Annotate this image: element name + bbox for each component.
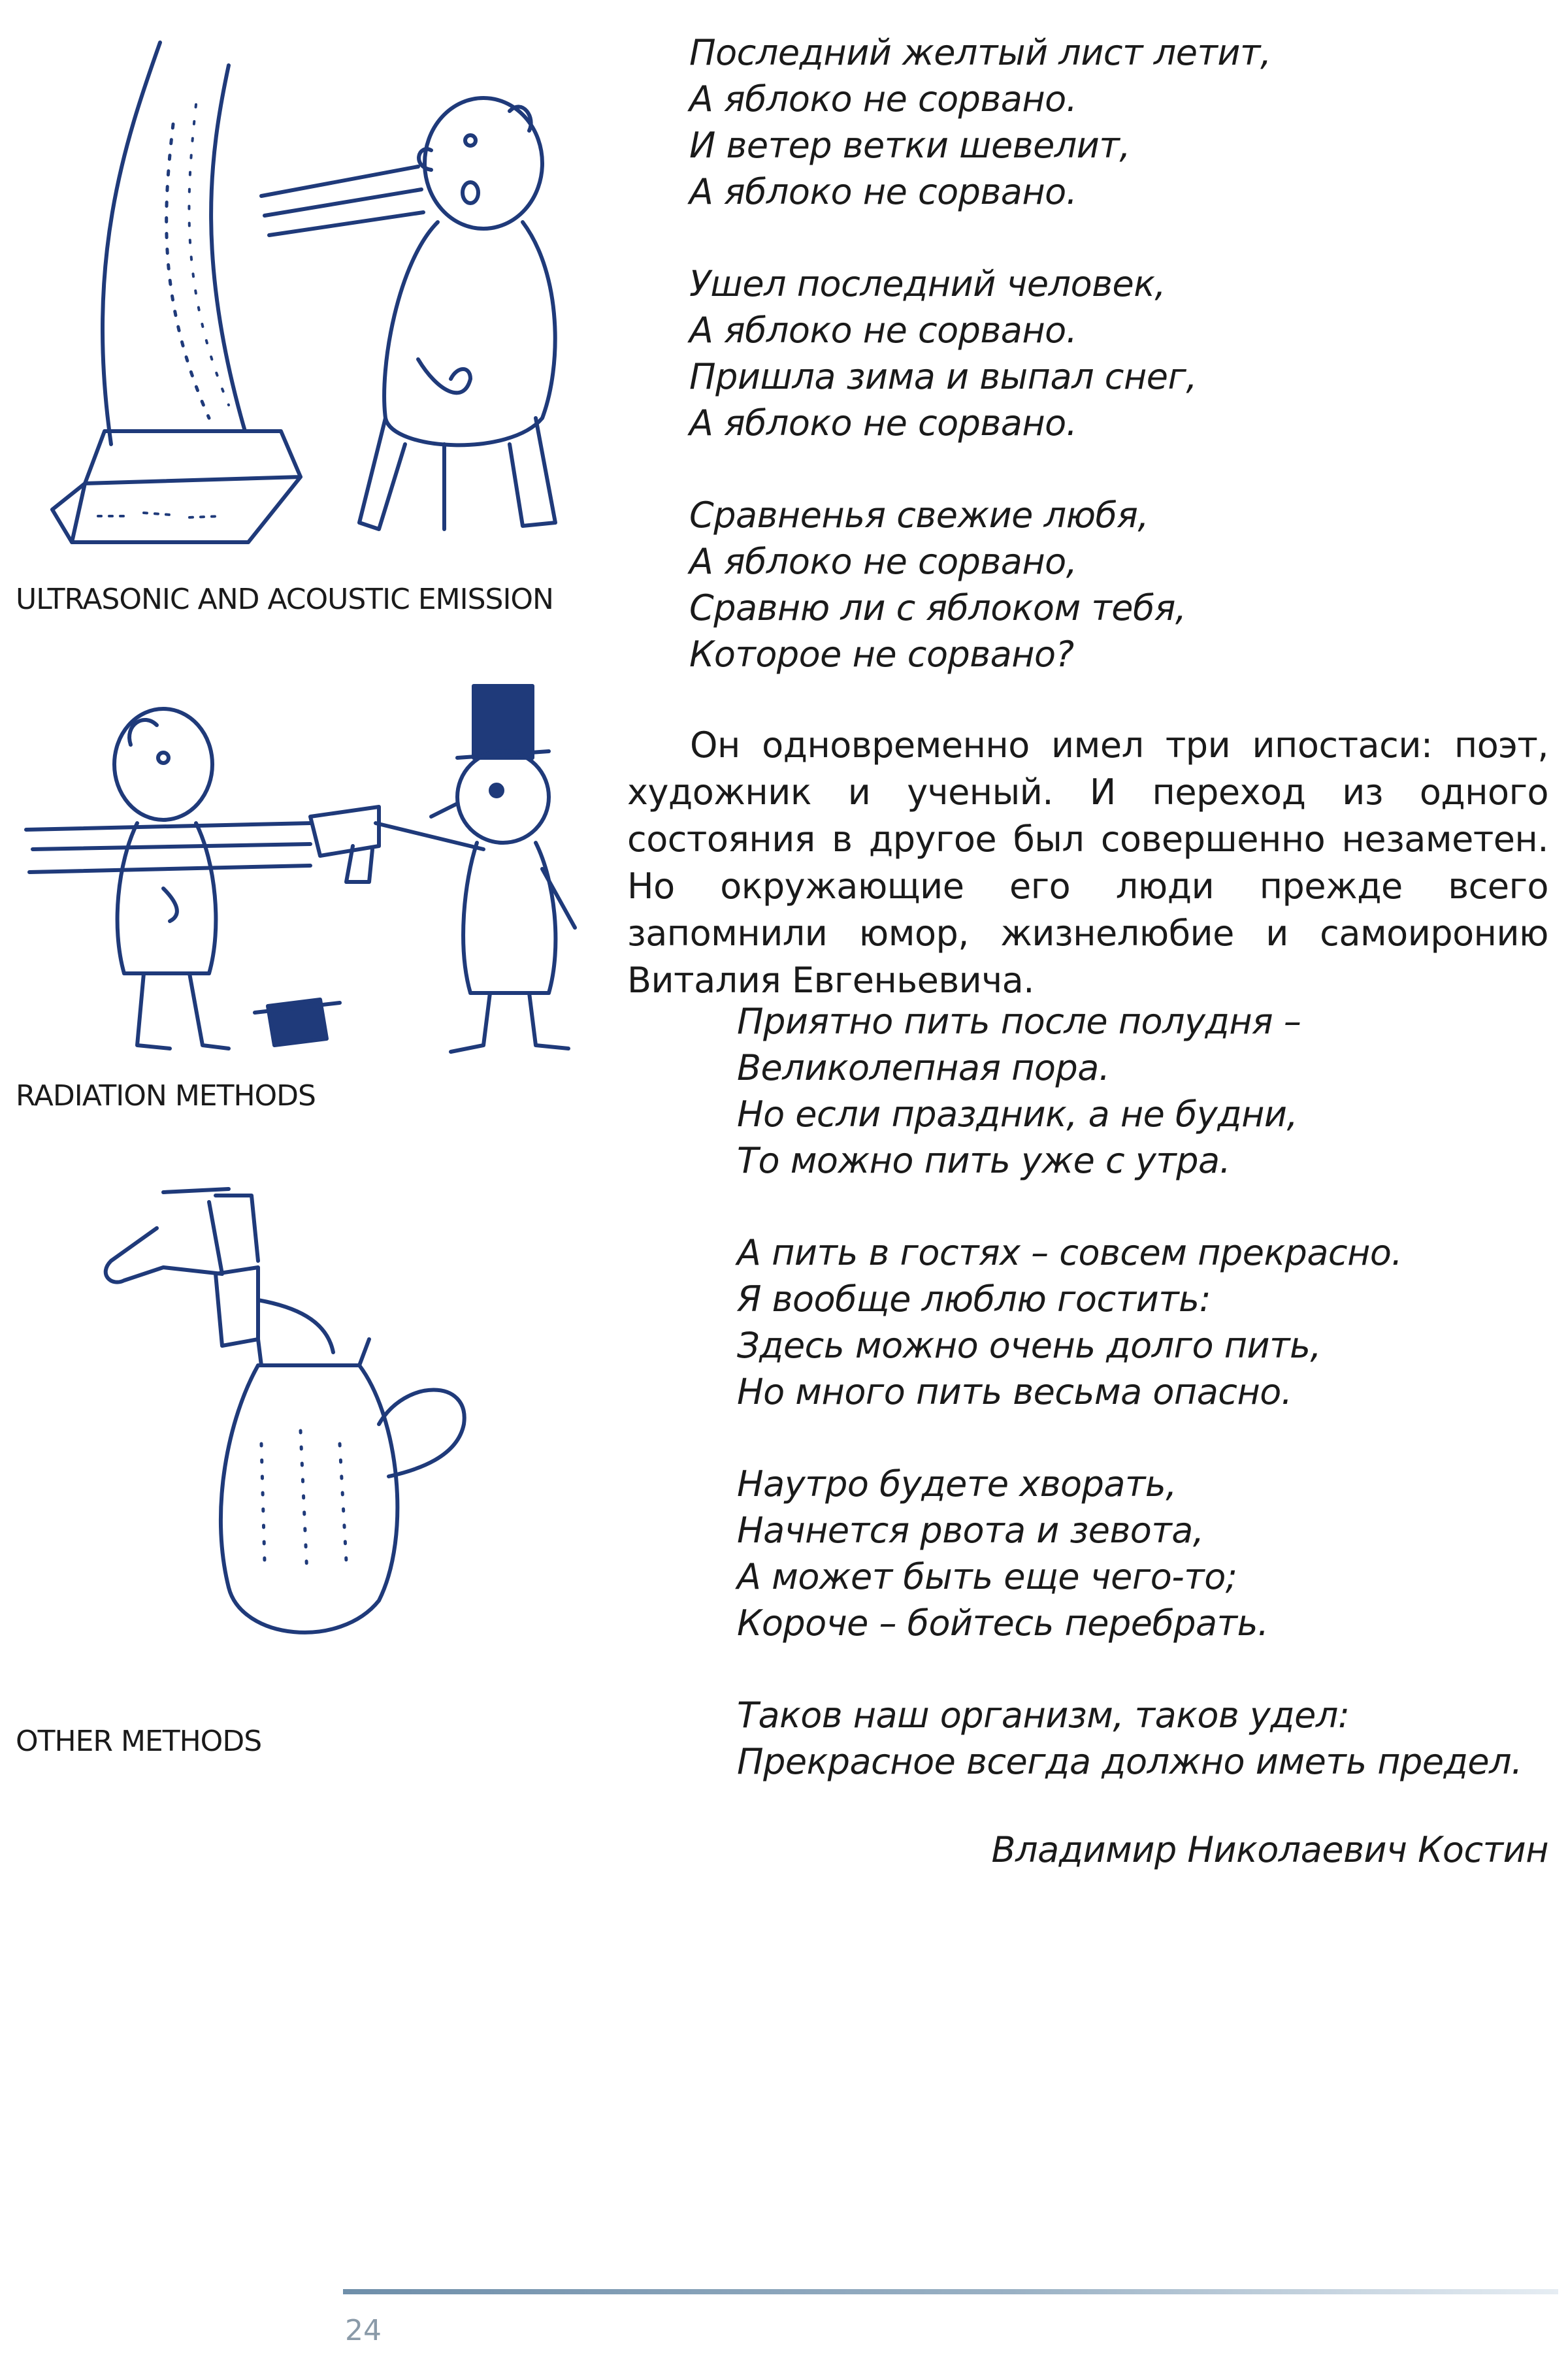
poem-line: Прекрасное всегда должно иметь предел. <box>737 1741 1522 1782</box>
poem-second-stanza <box>737 1229 1522 1415</box>
radiation-illustration <box>13 666 588 1058</box>
prose-paragraph: Он одновременно имел три ипостаси: поэт, художник и ученый. И переход из одного состояния в другое был совершенно незаметен. Но окружающие его люди прежде всего запомнили юмор, жизнелюбие и самоиронию Виталия Евгеньевича. <box>627 724 1548 1001</box>
poem-second <box>737 998 1522 1785</box>
poem-first-stanza <box>689 261 1271 446</box>
poem-line: Пришла зима и выпал снег, <box>689 356 1198 397</box>
caption-other-methods: OTHER METHODS <box>16 1725 262 1758</box>
poem-line: Короче – бойтесь перебрать. <box>737 1602 1269 1644</box>
poem-author: Владимир Николаевич Костин <box>991 1829 1548 1870</box>
poem-line: А яблоко не сорвано. <box>689 78 1077 120</box>
poem-first-stanza <box>689 29 1271 215</box>
poem-line: Ушел последний человек, <box>689 263 1166 304</box>
caption-ultrasonic: ULTRASONIC AND ACOUSTIC EMISSION <box>16 583 553 616</box>
poem-line: Таков наш организм, таков удел: <box>737 1695 1350 1736</box>
poem-line: А яблоко не сорвано, <box>689 541 1077 582</box>
ultrasonic-illustration <box>13 26 575 562</box>
footer-divider <box>343 2289 1558 2294</box>
poem-line: Но если праздник, а не будни, <box>737 1094 1298 1135</box>
poem-line: Наутро будете хворать, <box>737 1463 1177 1505</box>
poem-line: Приятно пить после полудня – <box>737 1001 1301 1042</box>
poem-second-stanza <box>737 1692 1522 1785</box>
poem-line: Здесь можно очень долго пить, <box>737 1325 1322 1366</box>
poem-line: А может быть еще чего-то; <box>737 1556 1237 1597</box>
poem-line: Начнется рвота и зевота, <box>737 1510 1204 1551</box>
other-methods-illustration <box>13 1169 483 1692</box>
poem-second-stanza <box>737 1461 1522 1646</box>
poem-first <box>689 29 1271 677</box>
poem-line: Сравненья свежие любя, <box>689 495 1149 536</box>
caption-radiation: RADIATION METHODS <box>16 1079 316 1113</box>
poem-line: Великолепная пора. <box>737 1047 1110 1088</box>
page-number: 24 <box>345 2314 382 2347</box>
poem-line: А яблоко не сорвано. <box>689 171 1077 212</box>
poem-line: А пить в гостях – совсем прекрасно. <box>737 1232 1403 1273</box>
poem-line: Я вообще люблю гостить: <box>737 1278 1211 1320</box>
poem-second-stanza <box>737 998 1522 1184</box>
poem-line: Сравню ли с яблоком тебя, <box>689 587 1186 628</box>
poem-line: А яблоко не сорвано. <box>689 310 1077 351</box>
poem-line: Последний желтый лист летит, <box>689 32 1271 73</box>
poem-first-stanza <box>689 492 1271 677</box>
poem-line: Которое не сорвано? <box>689 634 1074 675</box>
poem-line: А яблоко не сорвано. <box>689 402 1077 444</box>
poem-line: И ветер ветки шевелит, <box>689 125 1131 166</box>
poem-line: Но много пить весьма опасно. <box>737 1371 1292 1412</box>
poem-line: То можно пить уже с утра. <box>737 1140 1231 1181</box>
